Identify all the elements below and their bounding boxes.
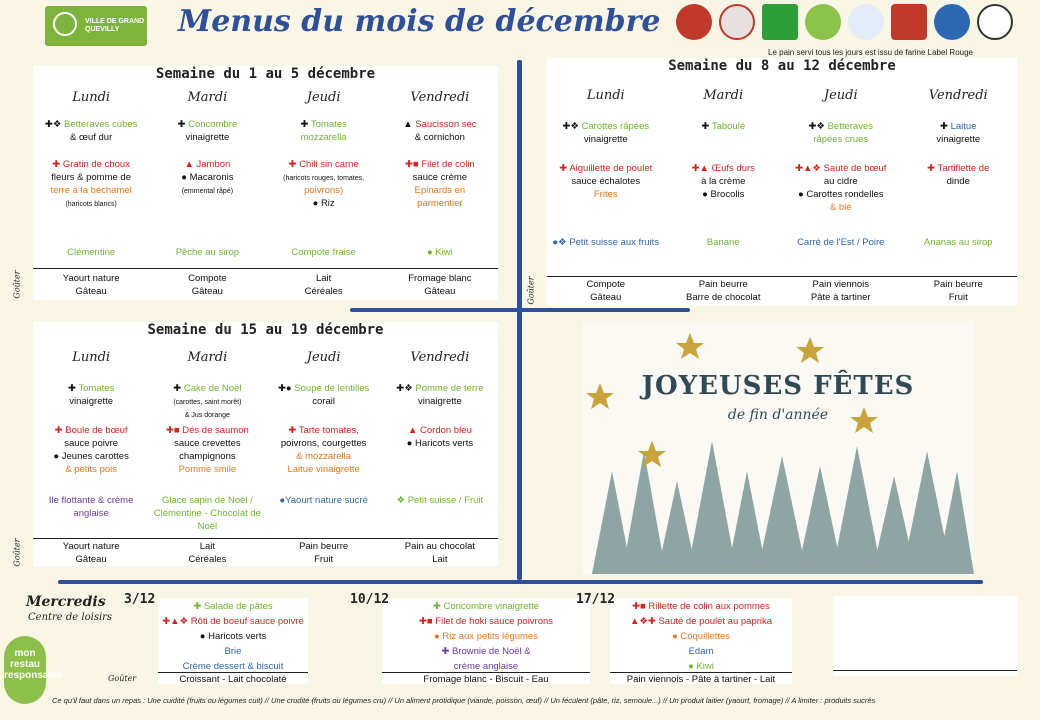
plat-line: ✚■ Dés de saumon <box>165 425 249 436</box>
mercredi-gouter: Fromage blanc - Biscuit - Eau <box>423 674 549 685</box>
plat-cell <box>782 162 900 214</box>
gouter-line: Pain beurre <box>933 279 983 290</box>
mercredi-gouter: Croissant - Lait chocolaté <box>179 674 287 685</box>
plat-cell <box>266 424 382 476</box>
day-header: Mardi <box>187 90 228 105</box>
entree-cell <box>266 118 382 144</box>
dessert-cell: ●Yaourt nature sucré <box>279 495 368 506</box>
plat-line: ✚ Gratin de choux <box>52 159 130 170</box>
gouter-line: Pain beurre <box>299 541 349 552</box>
plat-line: ✚ Tarte tomates, <box>288 425 359 436</box>
gouter-line: Pain beurre <box>698 279 748 290</box>
entree-symbol: ✚❖ <box>44 119 64 130</box>
mercredi-line: ● Kiwi <box>688 661 714 672</box>
gouter-cell <box>33 540 149 566</box>
mercredi-line: crème anglaise <box>453 661 519 672</box>
gouter-line: Fromage blanc <box>408 273 472 284</box>
dessert-cell: Glace sapin de Noël / Clémentine - Chocolat de Noël <box>153 495 261 532</box>
gouter-line: Fruit <box>948 292 968 303</box>
entree-detail: (carottes, saint morêt) <box>173 399 242 406</box>
plat-cell <box>33 424 149 476</box>
gouter-line: Compote <box>586 279 626 290</box>
msc-label-icon <box>977 4 1013 40</box>
entree-symbol: ✚ <box>300 119 311 130</box>
mercredis-gouter-label: Goûter <box>108 674 137 683</box>
day-header: Jeudi <box>306 90 341 105</box>
mercredis-subtitle: Centre de loisirs <box>28 612 113 623</box>
day-header: Vendredi <box>410 350 470 365</box>
entree-cell <box>782 120 900 146</box>
plat-cell <box>149 424 265 476</box>
logo-text: VILLE DE GRAND QUEVILLY <box>85 18 145 33</box>
plat-line: ● Jeunes carottes <box>53 451 129 462</box>
entree-name: Carottes râpées <box>581 121 650 132</box>
gouter-cell <box>149 540 265 566</box>
week-gouter-line <box>33 268 498 269</box>
plat-line: Pomme smile <box>178 464 237 475</box>
gouter-cell <box>547 278 665 304</box>
gouter-line: Fruit <box>314 554 334 565</box>
plat-line: (emmental râpé) <box>181 188 234 195</box>
plat-line: ✚■ Filet de colin <box>405 159 475 170</box>
mercredi-gouter: Pain viennois - Pâte à tartiner - Lait <box>626 674 776 685</box>
aop-label-icon <box>676 4 712 40</box>
mercredi-line: ✚ Concombre vinaigrette <box>432 601 540 612</box>
gouter-line: Yaourt nature <box>62 273 120 284</box>
plat-line: Laitue vinaigrette <box>287 464 360 475</box>
gouter-cell <box>266 272 382 298</box>
entree-detail: vinaigrette <box>417 396 462 407</box>
empty-panel-line <box>833 670 1017 671</box>
horizontal-divider <box>350 308 690 312</box>
entree-detail: & œuf dur <box>70 132 113 143</box>
greeting-subtitle: de fin d'année <box>727 407 829 423</box>
greeting-title: JOYEUSES FÊTES <box>641 371 915 401</box>
plat-line: sauce crème <box>412 172 468 183</box>
plat-cell <box>665 162 783 201</box>
plat-line: sauce crevettes champignons <box>174 438 241 462</box>
gouter-line: Lait <box>432 554 448 565</box>
day-header: Vendredi <box>410 90 470 105</box>
bottom-divider <box>58 580 983 584</box>
plat-line: ✚ Aiguillette de poulet <box>559 163 653 174</box>
mercredi-line: ▲❖✚ Sauté de poulet au paprika <box>629 616 773 627</box>
mercredi-line: ✚ Salade de pâtes <box>193 601 273 612</box>
entree-cell <box>266 382 382 408</box>
dessert-cell: ● Kiwi <box>426 247 453 258</box>
entree-symbol: ✚ <box>701 121 712 132</box>
plat-line: ✚▲ Œufs durs <box>691 163 755 174</box>
plat-line: & mozzarella <box>296 451 352 462</box>
city-logo <box>45 6 147 46</box>
entree-cell <box>149 382 265 421</box>
empty-panel <box>833 596 1017 676</box>
mercredi-line: ● Haricots verts <box>199 631 267 642</box>
plat-cell <box>547 162 665 201</box>
entree-name: Laitue <box>950 121 977 132</box>
gouter-cell <box>665 278 783 304</box>
christmas-greeting <box>582 321 974 574</box>
fermier-label-icon <box>848 4 884 40</box>
mercredi-line: ● Coquillettes <box>671 631 731 642</box>
dessert-cell: Banane <box>706 237 740 248</box>
label-rouge-icon <box>719 4 755 40</box>
entree-detail: vinaigrette <box>185 132 230 143</box>
plat-line: Epinards en <box>414 185 466 196</box>
gouter-line: Gâteau <box>191 286 223 297</box>
mercredi-line: Edam <box>688 646 714 657</box>
bleu-blanc-coeur-icon <box>805 4 841 40</box>
day-header: Vendredi <box>928 88 988 103</box>
mercredi-date: 17/12 <box>576 592 616 607</box>
entree-symbol: ▲ <box>403 119 416 130</box>
entree-cell <box>900 120 1018 146</box>
plat-cell <box>149 158 265 197</box>
entree-symbol: ✚ <box>67 383 79 394</box>
entree-detail: vinaigrette <box>936 134 981 145</box>
gouter-line: Yaourt nature <box>62 541 120 552</box>
week-gouter-line <box>33 538 498 539</box>
plat-line: (haricots blancs) <box>65 201 117 208</box>
gouter-line: Gâteau <box>590 292 622 303</box>
plat-line: ✚ Chili sin carne <box>288 159 359 170</box>
plat-line: terre à la béchamel <box>50 185 132 196</box>
gouter-line: Pain viennois <box>812 279 869 290</box>
entree-symbol: ✚❖ <box>396 383 416 394</box>
dessert-cell: Clémentine <box>67 247 116 258</box>
gouter-line: Lait <box>315 273 332 284</box>
mercredi-date: 10/12 <box>350 592 390 607</box>
gouter-cell <box>382 272 498 298</box>
gouter-cell <box>149 272 265 298</box>
plat-line: ✚▲❖ Sauté de bœuf <box>795 163 887 174</box>
gouter-line: Compote <box>188 273 227 284</box>
plat-line: ● Brocolis <box>702 189 745 200</box>
week-title: Semaine du 1 au 5 décembre <box>155 66 376 82</box>
gouter-label: Goûter <box>12 270 22 299</box>
day-header: Jeudi <box>306 350 341 365</box>
entree-name: Concombre <box>188 119 238 130</box>
day-header: Jeudi <box>823 88 858 103</box>
gouter-line: Gâteau <box>75 286 107 297</box>
day-header: Mardi <box>187 350 228 365</box>
plat-line: & petits pois <box>65 464 117 475</box>
dessert-cell: Carré de l'Est / Poire <box>797 237 885 248</box>
plat-line: & blé <box>829 202 852 213</box>
plat-line: au cidre <box>823 176 858 187</box>
plat-cell <box>382 158 498 210</box>
week-gouter-line <box>547 276 1017 277</box>
gouter-line: Gâteau <box>424 286 456 297</box>
gouter-line: Céréales <box>304 286 343 297</box>
pine-forest-illustration <box>582 321 974 574</box>
plat-line: sauce échalotes <box>571 176 641 187</box>
plat-line: fleurs & pomme de <box>51 172 131 183</box>
day-header: Lundi <box>72 350 111 365</box>
day-header: Mardi <box>703 88 744 103</box>
entree-name: Taboulé <box>711 121 746 132</box>
entree-cell <box>33 118 149 144</box>
gouter-line: Gâteau <box>75 554 107 565</box>
entree-symbol: ✚ <box>173 383 184 394</box>
week-title: Semaine du 8 au 12 décembre <box>668 58 896 74</box>
entree-name: Soupe de lentilles <box>294 383 370 394</box>
peche-durable-icon <box>934 4 970 40</box>
entree-name: Tomates <box>310 119 347 130</box>
gouter-line: Céréales <box>188 554 227 565</box>
plat-line: ● Macaronis <box>181 172 234 183</box>
entree-name: Betteraves <box>827 121 874 132</box>
gouter-cell <box>266 540 382 566</box>
mercredi-line: ✚ Brownie de Noël & <box>441 646 531 657</box>
entree-symbol: ✚● <box>277 383 295 394</box>
entree-cell <box>149 118 265 144</box>
gouter-cell <box>382 540 498 566</box>
footer-note: Ce qu'il faut dans un repas : Une cuidité (fruits ou légumes cuit) // Une crudité (fruits ou légumes cru) // Un aliment protidique (viande, poisson, œuf) // Un féculent (pâte, riz, semoule...) // Un produit laitier (yaourt, fromage) // A limiter : produits sucrés <box>52 696 876 705</box>
gouter-cell <box>33 272 149 298</box>
mon-restau-logo: mon restau responsable <box>4 636 46 704</box>
entree-extra: & Jus dorange <box>184 412 230 419</box>
plat-line: ✚ Boule de bœuf <box>54 425 128 436</box>
ab-label-icon <box>762 4 798 40</box>
dessert-cell: Compote fraise <box>291 247 356 258</box>
gouter-label: Goûter <box>526 276 536 305</box>
plat-line: dinde <box>946 176 970 187</box>
vertical-divider <box>517 60 522 580</box>
mercredi-line: Brie <box>224 646 242 657</box>
plat-line: ● Haricots verts <box>406 438 474 449</box>
plat-line: ● Carottes rondelles <box>798 189 884 200</box>
plat-line: ● Riz <box>312 198 335 209</box>
day-header: Lundi <box>72 90 111 105</box>
plat-line: ▲ Cordon bleu <box>407 425 472 436</box>
day-header: Lundi <box>586 88 625 103</box>
quality-labels <box>676 4 1013 40</box>
plat-cell <box>900 162 1018 188</box>
entree-symbol: ✚ <box>940 121 951 132</box>
mercredi-line: Crème dessert & biscuit <box>182 661 284 672</box>
plat-line: Frites <box>593 189 618 200</box>
gouter-label: Goûter <box>12 538 22 567</box>
mercredi-line: ✚■ Filet de hoki sauce poivrons <box>418 616 554 627</box>
gouter-line: Pâte à tartiner <box>810 292 871 303</box>
entree-cell <box>382 118 498 144</box>
plat-line: à la crème <box>701 176 746 187</box>
entree-cell <box>547 120 665 146</box>
dessert-cell: Ile flottante & crème anglaise <box>48 495 134 519</box>
entree-detail: râpées crues <box>813 134 869 145</box>
gouter-cell <box>782 278 900 304</box>
page-title: Menus du mois de décembre <box>178 4 661 39</box>
mercredis-title: Mercredis <box>26 594 106 610</box>
entree-detail: vinaigrette <box>583 134 628 145</box>
plat-line: ✚ Tartiflette de <box>927 163 990 174</box>
mercredi-line: ● Riz aux petits légumes <box>434 631 538 642</box>
gouter-line: Pain au chocolat <box>404 541 475 552</box>
plat-line: parmentier <box>417 198 463 209</box>
plat-line: poivrons) <box>304 185 344 196</box>
entree-symbol: ✚❖ <box>562 121 582 132</box>
week-title: Semaine du 15 au 19 décembre <box>147 322 384 338</box>
dessert-cell: ❖ Petit suisse / Fruit <box>396 495 484 506</box>
mercredi-line: ✚▲❖ Rôti de boeuf sauce poivre <box>162 616 304 627</box>
gouter-cell <box>900 278 1018 304</box>
entree-name: Pomme de terre <box>415 383 484 394</box>
logo-icon <box>53 12 77 36</box>
entree-symbol: ✚ <box>177 119 189 130</box>
dessert-cell: Pêche au sirop <box>175 247 240 258</box>
gouter-line: Lait <box>199 541 216 552</box>
entree-cell <box>382 382 498 408</box>
entree-cell <box>33 382 149 408</box>
plat-line: sauce poivre <box>64 438 119 449</box>
entree-detail: & cornichon <box>414 132 465 143</box>
plat-cell <box>33 158 149 210</box>
gouter-line: Barre de chocolat <box>686 292 761 303</box>
normandie-label-icon <box>891 4 927 40</box>
entree-symbol: ✚❖ <box>808 121 828 132</box>
entree-name: Cake de Noël <box>183 383 242 394</box>
entree-name: Betteraves cubes <box>63 119 138 130</box>
plat-cell <box>266 158 382 210</box>
pain-note: Le pain servi tous les jours est issu de farine Label Rouge <box>768 48 974 57</box>
mercredi-line: ✚■ Rillette de colin aux pommes <box>632 601 770 612</box>
entree-detail: mozzarella <box>300 132 347 143</box>
entree-detail: corail <box>312 396 335 407</box>
plat-line: poivrons, courgettes <box>280 438 367 449</box>
plat-line: (haricots rouges, tomates, <box>283 175 365 182</box>
entree-cell <box>665 120 783 133</box>
entree-name: Tomates <box>78 383 115 394</box>
dessert-cell: ●❖ Petit suisse aux fruits <box>552 237 660 248</box>
dessert-cell: Ananas au sirop <box>923 237 993 248</box>
entree-detail: vinaigrette <box>69 396 114 407</box>
plat-cell <box>382 424 498 450</box>
entree-name: Saucisson sec <box>415 119 477 130</box>
plat-line: ▲ Jambon <box>184 159 231 170</box>
mercredi-date: 3/12 <box>124 592 156 607</box>
